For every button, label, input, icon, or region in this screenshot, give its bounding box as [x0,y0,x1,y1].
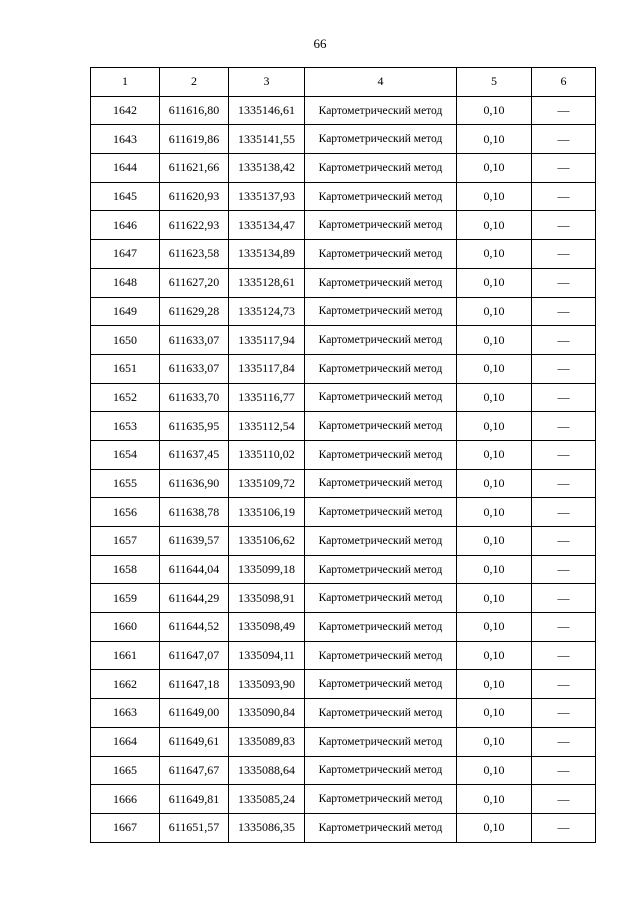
point-number-cell: 1663 [91,699,160,728]
x-coordinate-cell: 611638,78 [160,498,229,527]
table-row [91,727,596,756]
note-cell: — [532,641,596,670]
note-cell: — [532,613,596,642]
point-number-cell: 1649 [91,297,160,326]
x-coordinate-cell: 611644,04 [160,555,229,584]
x-coordinate-cell: 611633,07 [160,354,229,383]
table-row [91,154,596,183]
y-coordinate-cell: 1335117,94 [229,326,305,355]
y-coordinate-cell: 1335085,24 [229,785,305,814]
point-number-cell: 1650 [91,326,160,355]
accuracy-cell: 0,10 [457,785,532,814]
x-coordinate-cell: 611622,93 [160,211,229,240]
x-coordinate-cell: 611639,57 [160,527,229,556]
coordinates-table [90,67,596,843]
header-cell-5: 5 [457,68,532,97]
point-number-cell: 1664 [91,727,160,756]
y-coordinate-cell: 1335124,73 [229,297,305,326]
point-number-cell: 1654 [91,440,160,469]
x-coordinate-cell: 611644,29 [160,584,229,613]
point-number-cell: 1658 [91,555,160,584]
x-coordinate-cell: 611649,00 [160,699,229,728]
table-body [91,96,596,842]
table-row [91,670,596,699]
y-coordinate-cell: 1335106,19 [229,498,305,527]
point-number-cell: 1653 [91,412,160,441]
point-number-cell: 1659 [91,584,160,613]
x-coordinate-cell: 611627,20 [160,268,229,297]
method-cell: Картометрический метод [305,440,457,469]
point-number-cell: 1656 [91,498,160,527]
method-cell: Картометрический метод [305,211,457,240]
y-coordinate-cell: 1335112,54 [229,412,305,441]
point-number-cell: 1651 [91,354,160,383]
x-coordinate-cell: 611647,67 [160,756,229,785]
accuracy-cell: 0,10 [457,383,532,412]
table-row [91,240,596,269]
accuracy-cell: 0,10 [457,268,532,297]
header-cell-1: 1 [91,68,160,97]
accuracy-cell: 0,10 [457,813,532,842]
point-number-cell: 1660 [91,613,160,642]
accuracy-cell: 0,10 [457,326,532,355]
x-coordinate-cell: 611636,90 [160,469,229,498]
table-row [91,268,596,297]
method-cell: Картометрический метод [305,125,457,154]
y-coordinate-cell: 1335109,72 [229,469,305,498]
x-coordinate-cell: 611651,57 [160,813,229,842]
point-number-cell: 1655 [91,469,160,498]
table-row [91,756,596,785]
note-cell: — [532,96,596,125]
note-cell: — [532,584,596,613]
note-cell: — [532,412,596,441]
method-cell: Картометрический метод [305,240,457,269]
note-cell: — [532,125,596,154]
accuracy-cell: 0,10 [457,154,532,183]
table-row [91,641,596,670]
method-cell: Картометрический метод [305,96,457,125]
y-coordinate-cell: 1335117,84 [229,354,305,383]
y-coordinate-cell: 1335088,64 [229,756,305,785]
table-row [91,469,596,498]
table-row [91,584,596,613]
table-row [91,182,596,211]
header-cell-6: 6 [532,68,596,97]
x-coordinate-cell: 611644,52 [160,613,229,642]
y-coordinate-cell: 1335090,84 [229,699,305,728]
point-number-cell: 1645 [91,182,160,211]
accuracy-cell: 0,10 [457,297,532,326]
note-cell: — [532,268,596,297]
y-coordinate-cell: 1335099,18 [229,555,305,584]
accuracy-cell: 0,10 [457,211,532,240]
method-cell: Картометрический метод [305,555,457,584]
table-row [91,354,596,383]
x-coordinate-cell: 611620,93 [160,182,229,211]
point-number-cell: 1642 [91,96,160,125]
y-coordinate-cell: 1335146,61 [229,96,305,125]
table-row [91,412,596,441]
y-coordinate-cell: 1335106,62 [229,527,305,556]
table-row [91,555,596,584]
table-row [91,785,596,814]
table-row [91,440,596,469]
accuracy-cell: 0,10 [457,613,532,642]
table-row [91,125,596,154]
x-coordinate-cell: 611629,28 [160,297,229,326]
header-row [91,68,596,97]
table-row [91,699,596,728]
point-number-cell: 1667 [91,813,160,842]
y-coordinate-cell: 1335128,61 [229,268,305,297]
x-coordinate-cell: 611637,45 [160,440,229,469]
header-cell-2: 2 [160,68,229,97]
y-coordinate-cell: 1335134,47 [229,211,305,240]
accuracy-cell: 0,10 [457,756,532,785]
note-cell: — [532,727,596,756]
y-coordinate-cell: 1335137,93 [229,182,305,211]
method-cell: Картометрический метод [305,412,457,441]
method-cell: Картометрический метод [305,354,457,383]
method-cell: Картометрический метод [305,498,457,527]
table-row [91,813,596,842]
y-coordinate-cell: 1335110,02 [229,440,305,469]
y-coordinate-cell: 1335134,89 [229,240,305,269]
y-coordinate-cell: 1335093,90 [229,670,305,699]
accuracy-cell: 0,10 [457,96,532,125]
note-cell: — [532,469,596,498]
y-coordinate-cell: 1335094,11 [229,641,305,670]
note-cell: — [532,756,596,785]
table-header [91,68,596,97]
x-coordinate-cell: 611649,81 [160,785,229,814]
method-cell: Картометрический метод [305,670,457,699]
y-coordinate-cell: 1335089,83 [229,727,305,756]
method-cell: Картометрический метод [305,699,457,728]
x-coordinate-cell: 611619,86 [160,125,229,154]
note-cell: — [532,211,596,240]
accuracy-cell: 0,10 [457,699,532,728]
accuracy-cell: 0,10 [457,670,532,699]
method-cell: Картометрический метод [305,785,457,814]
note-cell: — [532,297,596,326]
header-cell-3: 3 [229,68,305,97]
note-cell: — [532,527,596,556]
x-coordinate-cell: 611647,07 [160,641,229,670]
note-cell: — [532,182,596,211]
accuracy-cell: 0,10 [457,555,532,584]
accuracy-cell: 0,10 [457,469,532,498]
x-coordinate-cell: 611616,80 [160,96,229,125]
point-number-cell: 1666 [91,785,160,814]
table-row [91,383,596,412]
accuracy-cell: 0,10 [457,125,532,154]
method-cell: Картометрический метод [305,613,457,642]
point-number-cell: 1646 [91,211,160,240]
method-cell: Картометрический метод [305,584,457,613]
accuracy-cell: 0,10 [457,727,532,756]
note-cell: — [532,440,596,469]
method-cell: Картометрический метод [305,813,457,842]
note-cell: — [532,670,596,699]
table-row [91,96,596,125]
table-row [91,527,596,556]
note-cell: — [532,498,596,527]
note-cell: — [532,699,596,728]
y-coordinate-cell: 1335116,77 [229,383,305,412]
method-cell: Картометрический метод [305,297,457,326]
y-coordinate-cell: 1335086,35 [229,813,305,842]
note-cell: — [532,326,596,355]
method-cell: Картометрический метод [305,182,457,211]
point-number-cell: 1643 [91,125,160,154]
note-cell: — [532,240,596,269]
x-coordinate-cell: 611633,07 [160,326,229,355]
method-cell: Картометрический метод [305,154,457,183]
note-cell: — [532,154,596,183]
page-number: 66 [313,36,327,51]
x-coordinate-cell: 611623,58 [160,240,229,269]
method-cell: Картометрический метод [305,326,457,355]
x-coordinate-cell: 611649,61 [160,727,229,756]
method-cell: Картометрический метод [305,383,457,412]
x-coordinate-cell: 611635,95 [160,412,229,441]
y-coordinate-cell: 1335098,91 [229,584,305,613]
accuracy-cell: 0,10 [457,440,532,469]
note-cell: — [532,354,596,383]
accuracy-cell: 0,10 [457,641,532,670]
table-row [91,297,596,326]
method-cell: Картометрический метод [305,469,457,498]
accuracy-cell: 0,10 [457,240,532,269]
y-coordinate-cell: 1335138,42 [229,154,305,183]
header-cell-4: 4 [305,68,457,97]
point-number-cell: 1644 [91,154,160,183]
method-cell: Картометрический метод [305,756,457,785]
accuracy-cell: 0,10 [457,527,532,556]
table-row [91,613,596,642]
table-row [91,211,596,240]
table-row [91,498,596,527]
x-coordinate-cell: 611633,70 [160,383,229,412]
note-cell: — [532,383,596,412]
point-number-cell: 1662 [91,670,160,699]
method-cell: Картометрический метод [305,268,457,297]
accuracy-cell: 0,10 [457,498,532,527]
note-cell: — [532,785,596,814]
x-coordinate-cell: 611647,18 [160,670,229,699]
note-cell: — [532,555,596,584]
accuracy-cell: 0,10 [457,412,532,441]
method-cell: Картометрический метод [305,527,457,556]
point-number-cell: 1665 [91,756,160,785]
point-number-cell: 1652 [91,383,160,412]
table-row [91,326,596,355]
accuracy-cell: 0,10 [457,354,532,383]
note-cell: — [532,813,596,842]
y-coordinate-cell: 1335141,55 [229,125,305,154]
method-cell: Картометрический метод [305,727,457,756]
point-number-cell: 1661 [91,641,160,670]
point-number-cell: 1657 [91,527,160,556]
accuracy-cell: 0,10 [457,182,532,211]
accuracy-cell: 0,10 [457,584,532,613]
x-coordinate-cell: 611621,66 [160,154,229,183]
method-cell: Картометрический метод [305,641,457,670]
point-number-cell: 1648 [91,268,160,297]
point-number-cell: 1647 [91,240,160,269]
y-coordinate-cell: 1335098,49 [229,613,305,642]
